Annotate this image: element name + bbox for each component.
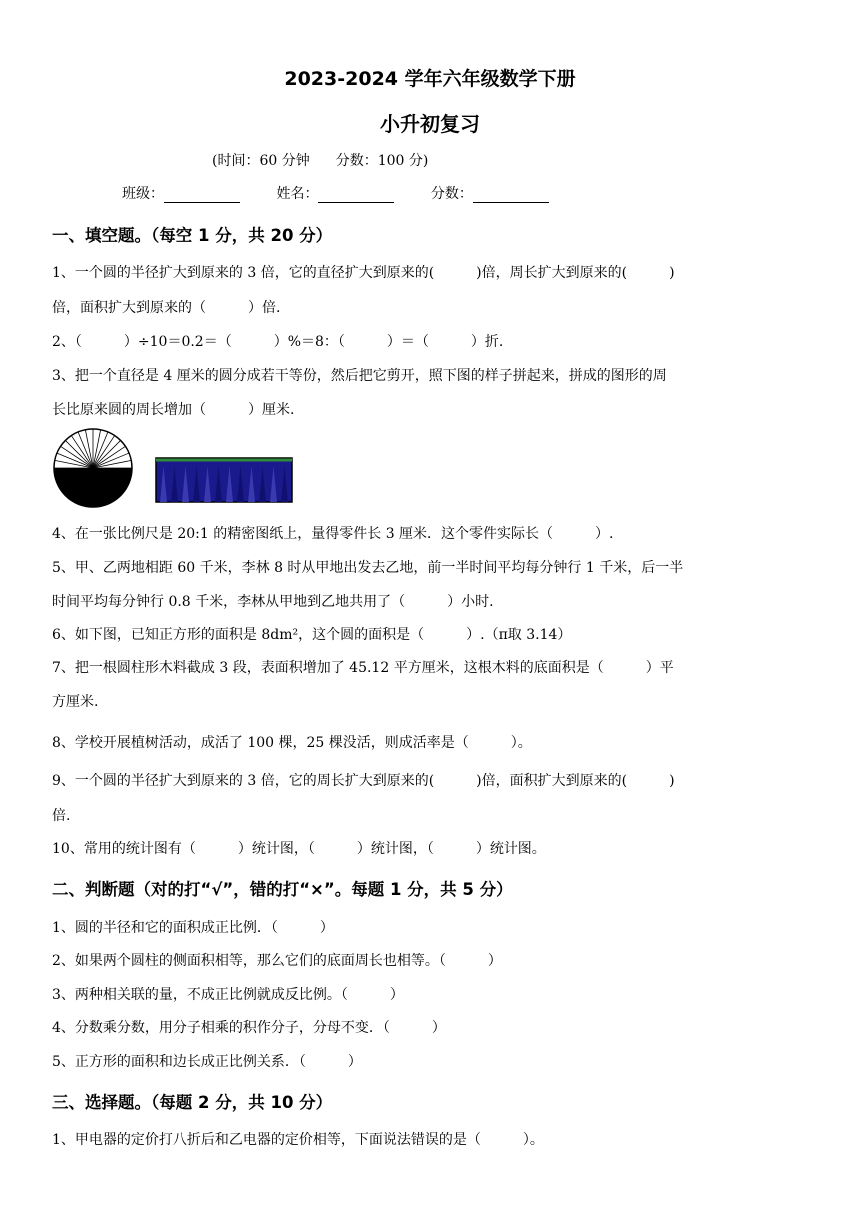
section-heading-fill-in: 一、填空题。（每空 1 分，共 20 分）: [52, 226, 333, 245]
question-line: 2、如果两个圆柱的侧面积相等，那么它们的底面周长也相等。（ ）: [52, 953, 502, 969]
exam-title: 2023-2024 学年六年级数学下册: [284, 68, 576, 90]
question-line: 长比原来圆的周长增加（ ）厘米.: [52, 402, 295, 418]
question-line: 方厘米.: [52, 694, 99, 710]
question-line: 倍，面积扩大到原来的（ ）倍.: [52, 300, 281, 316]
section-heading-true-false: 二、判断题（对的打“√”，错的打“×”。每题 1 分，共 5 分）: [52, 880, 513, 899]
time-info: (时间：60 分钟: [212, 153, 310, 169]
question-line: 1、一个圆的半径扩大到原来的 3 倍，它的直径扩大到原来的( )倍，周长扩大到原来的( ): [52, 265, 675, 281]
question-line: 10、常用的统计图有（ ）统计图，（ ）统计图，（ ）统计图。: [52, 841, 546, 857]
name-field[interactable]: 姓名：: [276, 183, 394, 203]
question-line: 3、两种相关联的量，不成正比例就成反比例。（ ）: [52, 987, 404, 1003]
class-field[interactable]: 班级：: [122, 183, 240, 203]
question-line: 4、在一张比例尺是 20:1 的精密图纸上，量得零件长 3 厘米．这个零件实际长（ ）.: [52, 526, 614, 542]
question-line: 1、圆的半径和它的面积成正比例．（ ）: [52, 920, 334, 936]
question-line: 9、一个圆的半径扩大到原来的 3 倍，它的周长扩大到原来的( )倍，面积扩大到原来的( ): [52, 773, 675, 789]
question-line: 2、（ ）÷10＝0.2＝（ ）%＝8：（ ）＝（ ）折.: [52, 334, 504, 350]
question-line: 倍.: [52, 808, 71, 824]
sectored-circle-icon: [54, 429, 132, 507]
section-heading-multiple-choice: 三、选择题。（每题 2 分，共 10 分）: [52, 1093, 333, 1112]
student-info-fields: [122, 183, 581, 203]
question-line: 5、正方形的面积和边长成正比例关系．（ ）: [52, 1054, 362, 1070]
question-line: 8、学校开展植树活动，成活了 100 棵，25 棵没活，则成活率是（ ）。: [52, 735, 532, 751]
name-blank[interactable]: [318, 188, 394, 203]
question-line: 3、把一个直径是 4 厘米的圆分成若干等份，然后把它剪开，照下图的样子拼起来，拼成的图形的周: [52, 368, 667, 384]
question-line: 6、如下图，已知正方形的面积是 8dm²，这个圆的面积是（ ）.（π取 3.14）: [52, 627, 572, 643]
circle-rearrange-figure: [50, 428, 310, 510]
question-line: 时间平均每分钟行 0.8 千米，李林从甲地到乙地共用了（ ）小时.: [52, 594, 494, 610]
time-score-info: [212, 150, 454, 170]
question-line: 1、甲电器的定价打八折后和乙电器的定价相等，下面说法错误的是（ ）。: [52, 1132, 544, 1148]
question-line: 5、甲、乙两地相距 60 千米，李林 8 时从甲地出发去乙地，前一半时间平均每分钟行 1 千米，后一半: [52, 560, 684, 576]
class-blank[interactable]: [164, 188, 240, 203]
score-field[interactable]: 分数：: [431, 183, 549, 203]
score-info: 分数：100 分): [335, 153, 429, 169]
rearranged-rectangle-icon: [156, 432, 292, 502]
question-line: 4、分数乘分数，用分子相乘的积作分子，分母不变．（ ）: [52, 1020, 446, 1036]
score-blank[interactable]: [473, 188, 549, 203]
exam-subtitle: 小升初复习: [380, 112, 480, 136]
question-line: 7、把一根圆柱形木料截成 3 段，表面积增加了 45.12 平方厘米，这根木料的底面积是（ ）平: [52, 660, 674, 676]
